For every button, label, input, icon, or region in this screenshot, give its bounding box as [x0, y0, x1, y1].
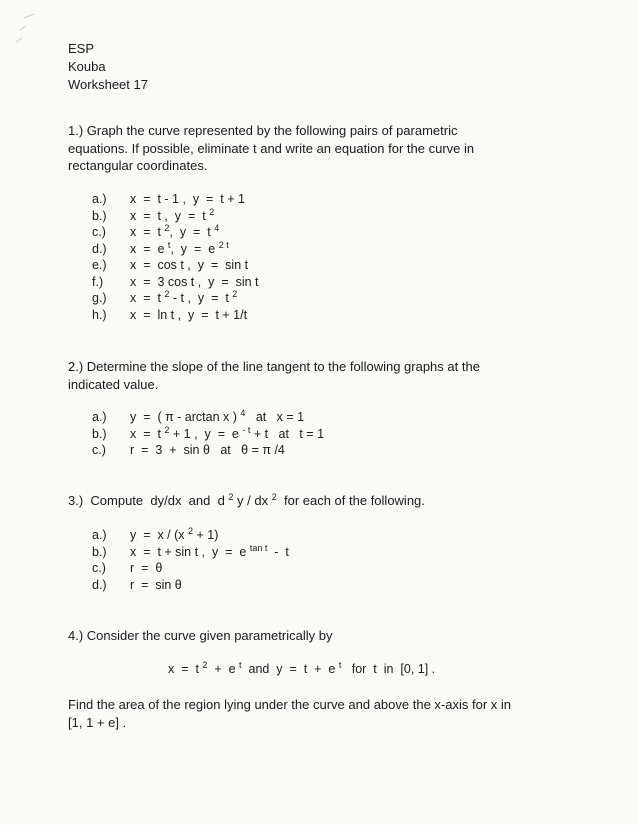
q1-item-d: d.) x = e $^t$, y = e $^{2 t}$ [92, 239, 229, 256]
q2-item-c: c.) r = 3 + sin θ at θ = π /4 [92, 443, 285, 457]
question-3-prompt: 3.) Compute dy/dx and d $^2$ y / dx $^2$ for each of the following. [68, 492, 425, 508]
question-4-prompt: 4.) Consider the curve given parametrically by [68, 628, 333, 643]
question-2-prompt: 2.) Determine the slope of the line tangent to the following graphs at the indicated value. [68, 359, 480, 392]
q1-item-f: f.) x = 3 cos t , y = sin t [92, 274, 259, 289]
question-1-list [92, 191, 259, 323]
q3-item-c: c.) r = θ [92, 561, 163, 575]
q1-item-e: e.) x = cos t , y = sin t [92, 258, 249, 272]
question-2-list [92, 409, 324, 459]
worksheet-title: Worksheet 17 [68, 77, 148, 92]
course-name: ESP [68, 41, 95, 56]
q1-item-b: b.) x = t , y = t $^2$ [92, 206, 215, 223]
worksheet-header [68, 40, 148, 94]
q2-item-a: a.) y = ( π - arctan x ) $^4$ at x = 1 [92, 408, 305, 424]
q3-item-b: b.) x = t + sin t , y = e $^{tan t}$ - t [92, 542, 289, 559]
q2-item-b: b.) x = t $^2$ + 1 , y = e $^{- t}$ + t at t = 1 [92, 424, 325, 441]
instructor-name: Kouba [68, 59, 106, 74]
question-1-prompt: 1.) Graph the curve represented by the following pairs of parametric equations. If possible, eliminate t and write an equation for the curve in rectangular coordinates. [68, 123, 475, 173]
question-4-followup: Find the area of the region lying under the curve and above the x-axis for x in [1, 1 + e] . [68, 697, 511, 730]
q3-item-d: d.) r = sin θ [92, 577, 182, 592]
question-4-equation: x = t $^2$ + e $^t$ and y = t + e $^t$ for t in [0, 1] . [168, 660, 436, 676]
q1-item-c: c.) x = t $^2$, y = t $^4$ [92, 223, 220, 239]
question-3-list [92, 527, 289, 593]
paper-smudge-mark [10, 10, 50, 55]
q1-item-a: a.) x = t - 1 , y = t + 1 [92, 192, 245, 206]
q3-item-a: a.) y = x / (x $^2$ + 1) [92, 526, 219, 542]
q1-item-h: h.) x = ln t , y = t + 1/t [92, 307, 248, 322]
q1-item-g: g.) x = t $^2$ - t , y = t $^2$ [92, 289, 238, 305]
